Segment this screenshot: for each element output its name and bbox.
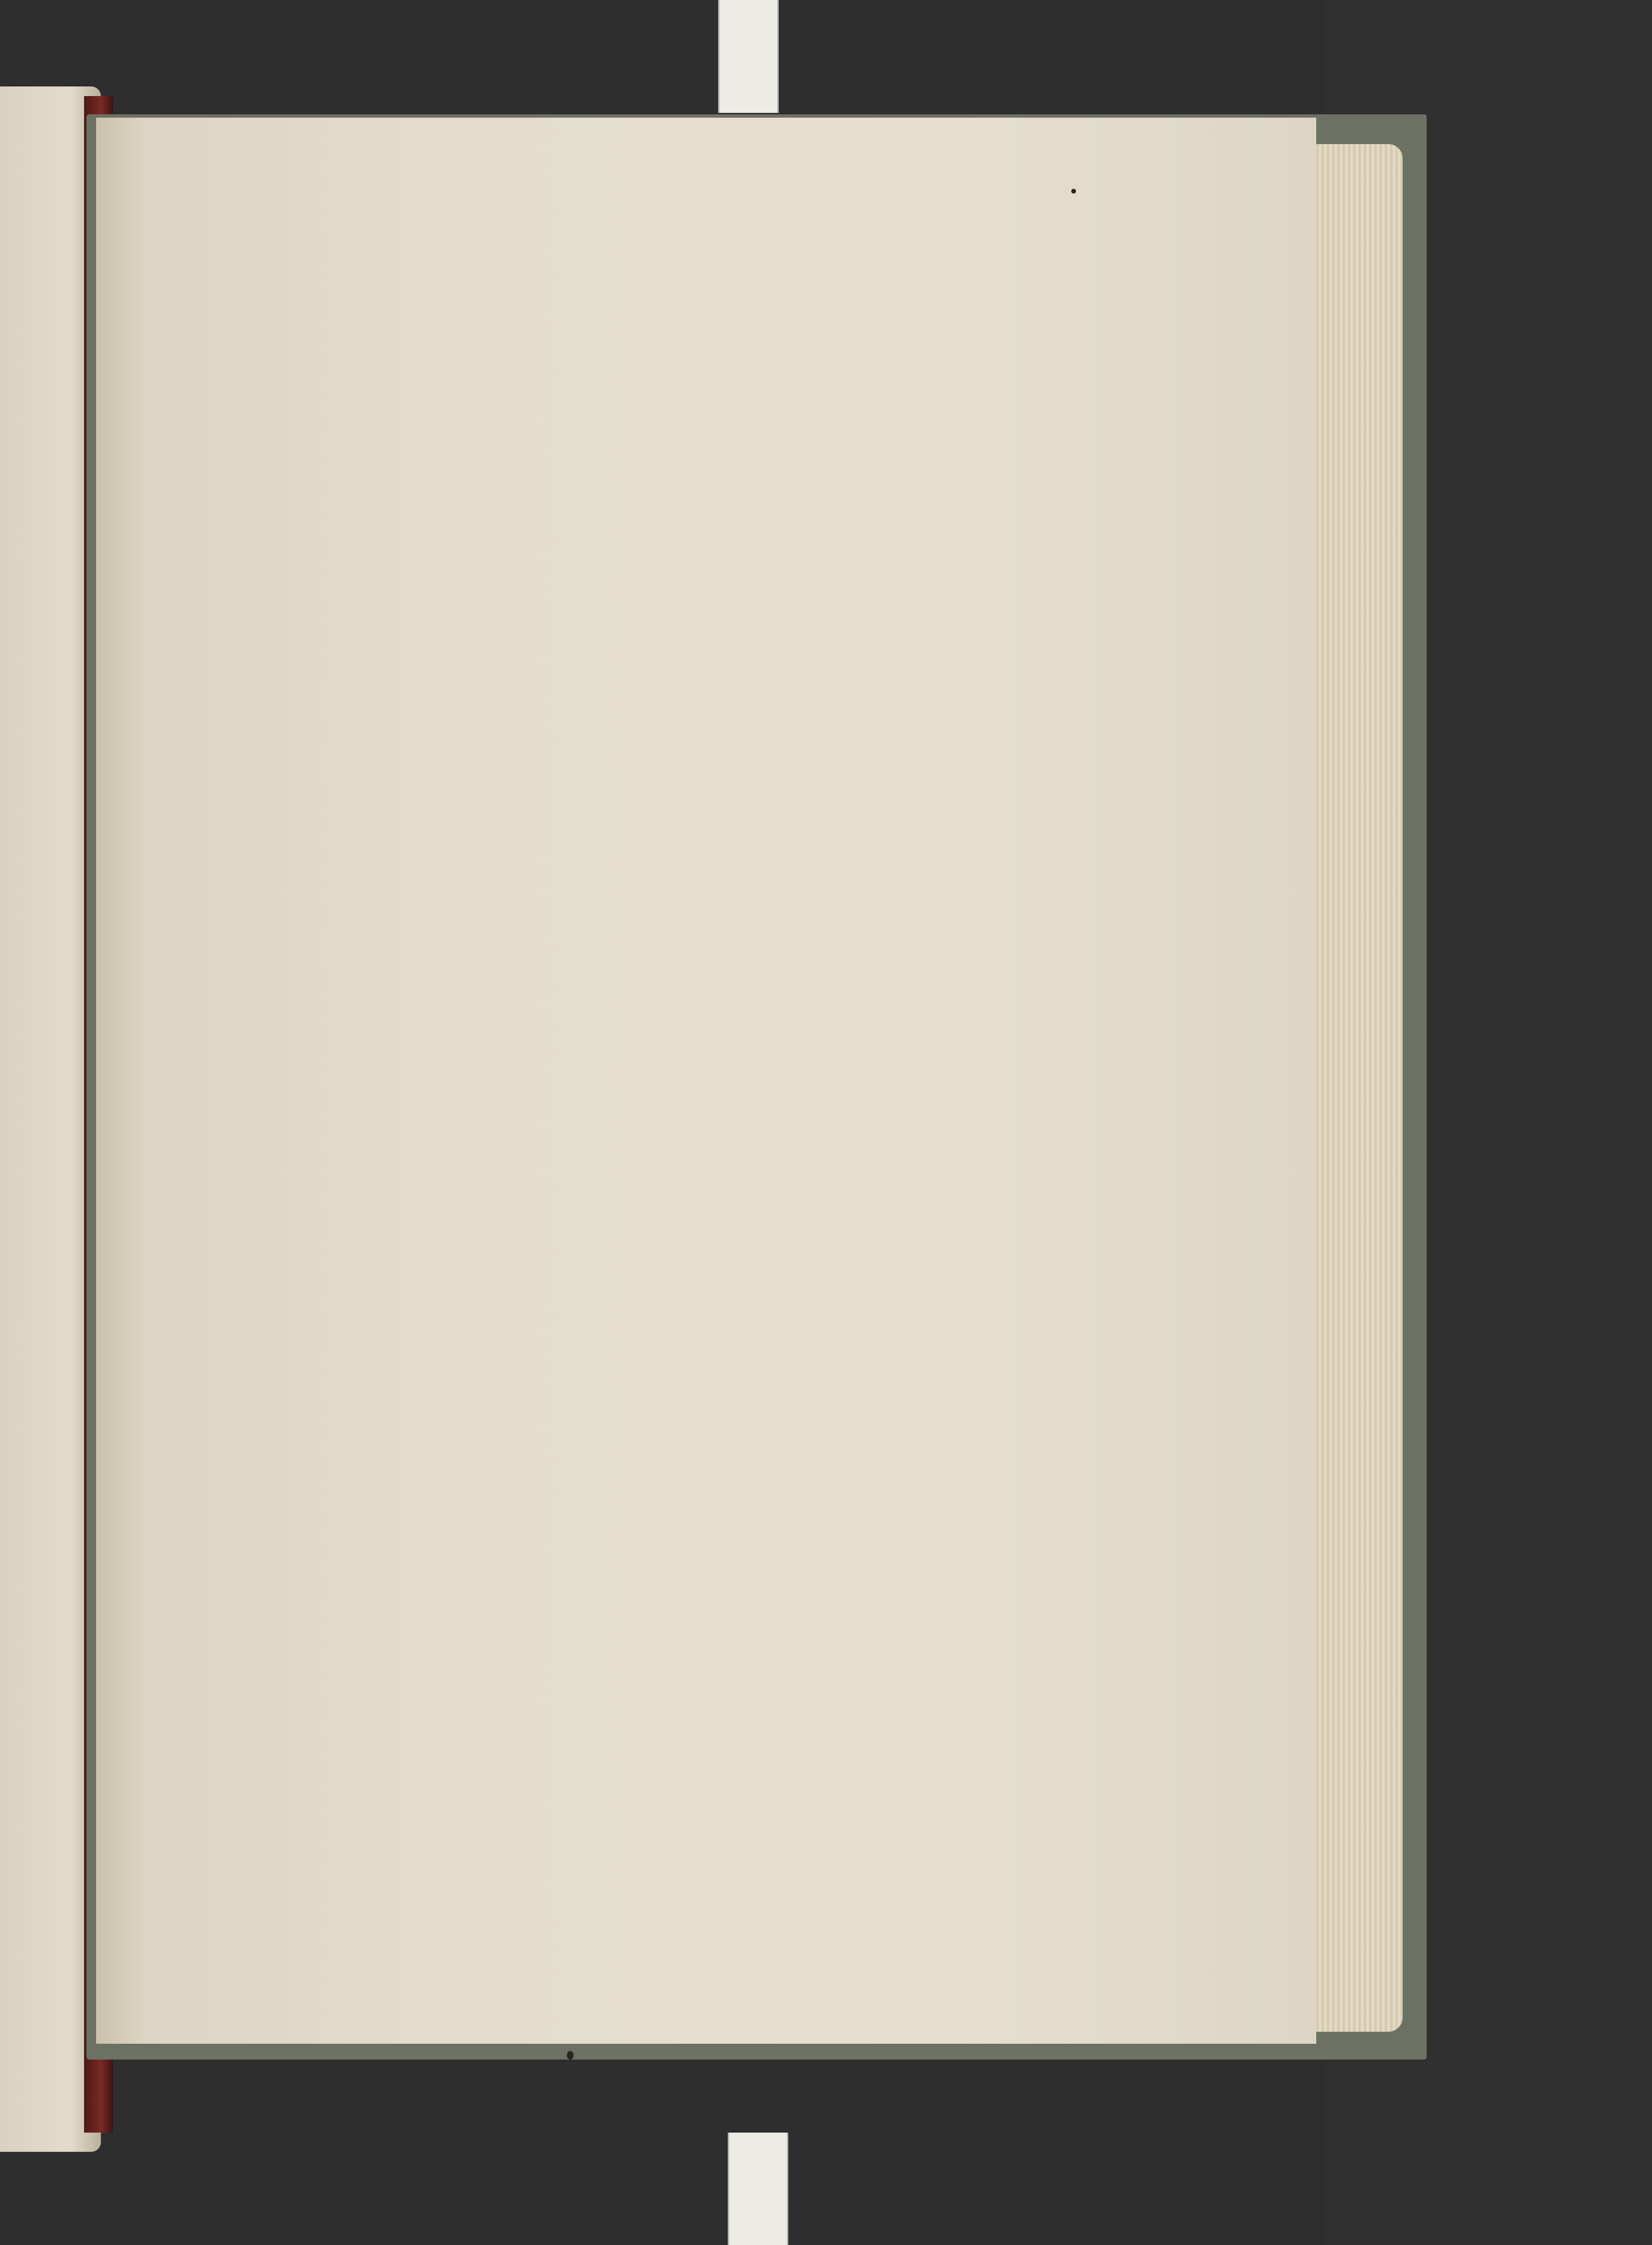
book-page xyxy=(96,118,1316,2044)
scale-ruler-bottom xyxy=(728,2133,788,2245)
ink-speck xyxy=(1071,189,1076,194)
scale-ruler-top xyxy=(718,0,779,113)
ink-speck xyxy=(567,2051,574,2060)
page-block-edge xyxy=(1307,144,1403,2032)
